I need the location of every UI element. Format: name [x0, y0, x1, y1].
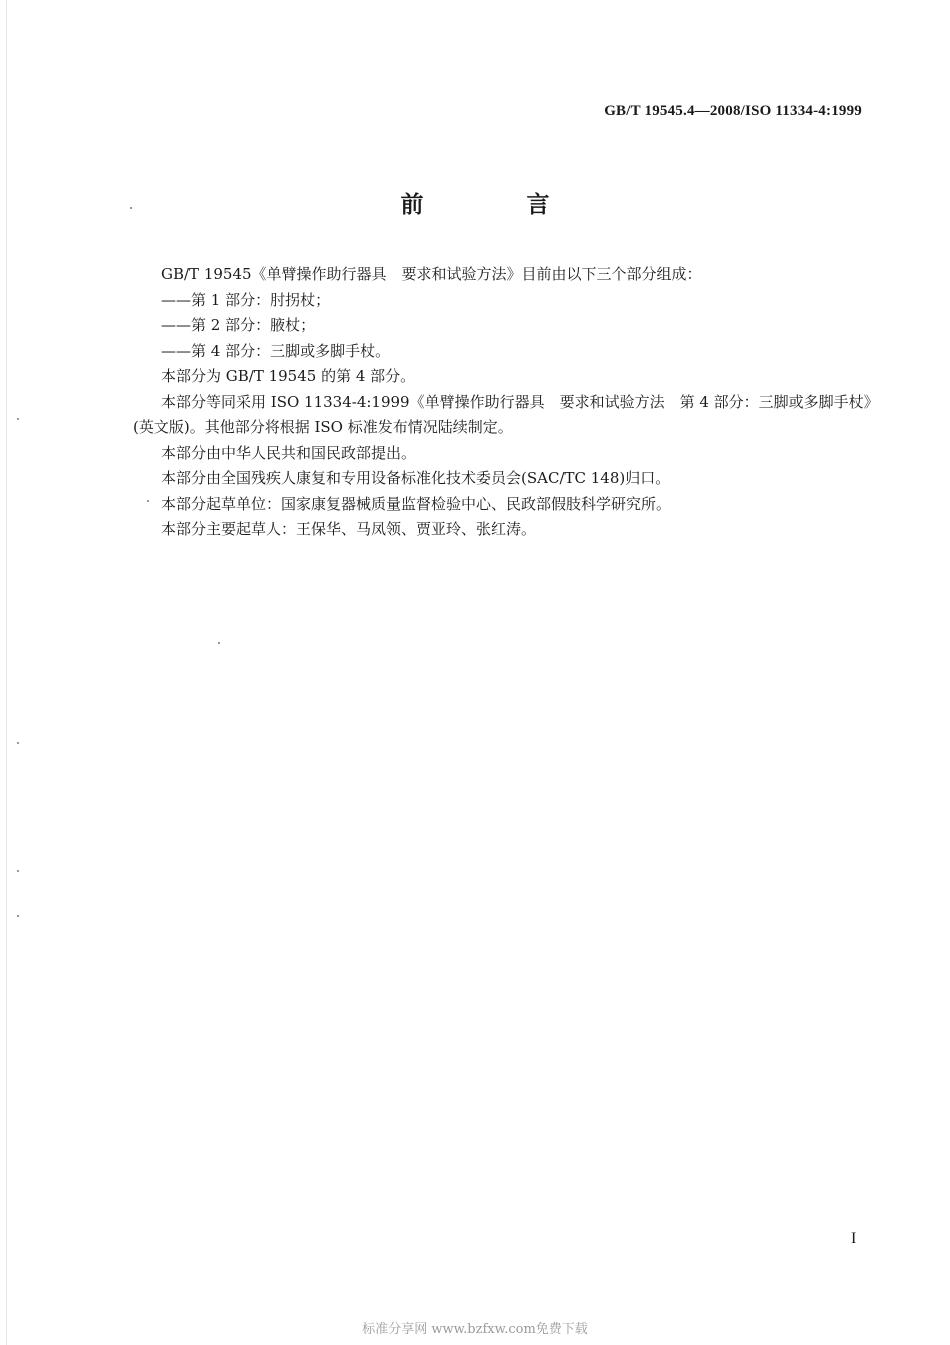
scan-speck [17, 742, 19, 744]
foreword-body [133, 262, 873, 543]
footer-watermark: 标准分享网 www.bzfxw.com免费下载 [362, 1322, 588, 1337]
scan-speck [17, 915, 19, 917]
paragraph-drafters: 本部分主要起草人：王保华、马凤领、贾亚玲、张红涛。 [161, 520, 537, 538]
paragraph-proposed-by: 本部分由中华人民共和国民政部提出。 [161, 443, 417, 462]
list-item-part-4: ——第 4 部分：三脚或多脚手杖。 [161, 341, 391, 360]
paragraph-administered-by: 本部分由全国残疾人康复和专用设备标准化技术委员会(SAC/TC 148)归口。 [161, 469, 671, 487]
scan-speck [17, 418, 19, 420]
scan-speck [218, 642, 220, 644]
scan-speck [147, 500, 149, 502]
list-item-part-1: ——第 1 部分：肘拐杖； [161, 290, 331, 309]
paragraph-adoption: 本部分等同采用 ISO 11334-4:1999《单臂操作助行器具 要求和试验方法 第 4 部分：三脚或多脚手杖》(英文版)。其他部分将根据 ISO 标准发布情况陆续制定。 [133, 392, 872, 436]
paragraph-part-scope: 本部分为 GB/T 19545 的第 4 部分。 [161, 367, 416, 385]
paragraph-intro: GB/T 19545《单臂操作助行器具 要求和试验方法》目前由以下三个部分组成： [161, 265, 702, 283]
scan-speck [17, 870, 19, 872]
paragraph-drafting-units: 本部分起草单位：国家康复器械质量监督检验中心、民政部假肢科学研究所。 [161, 494, 672, 513]
page-title: 前 言 [400, 192, 590, 218]
page-number: I [851, 1230, 857, 1247]
scan-speck [130, 207, 132, 209]
list-item-part-2: ——第 2 部分：腋杖； [161, 316, 316, 334]
standard-code: GB/T 19545.4—2008/ISO 11334-4:1999 [604, 103, 862, 119]
